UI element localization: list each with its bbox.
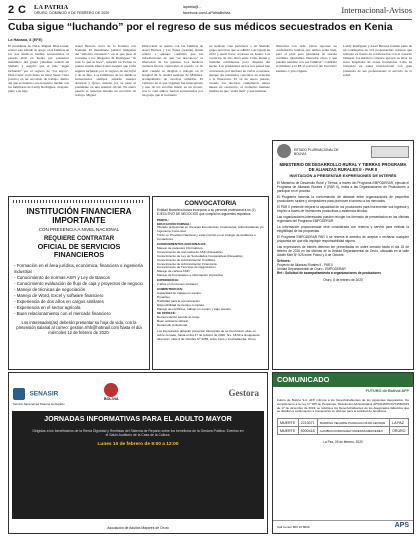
ad-position: OFICIAL DE SERVICIOS FINANCIEROS: [37, 242, 121, 260]
article-col-4: no keniano cree pertenece a Al Shabab, grupo terrorista que se adhirió a Al Qaeda en 2012 y suele hacer acciones en Kenia. Los contactos de alto nivel entre Cuba, Kenia y Somalia continuaron poco después del hecho. Los presidentes de los tres países han conversado por teléfono en varias ocasiones, aunque sin resultados concretos en relación a la liberación. El 12 de enero pasado, cuando los doctores cumplieron nueve meses en cautiverio, el Gobierno keniano insistió en que “están bien” y que intentan: [209, 44, 270, 94]
ad-requirement: - Formación en el área jurídica, económica, financiera o ingeniería industrial: [14, 263, 144, 275]
header-facebook: facebook.com/LaPatriaBolivia: [183, 11, 231, 15]
call-center: Call Center 800 10 8006: [277, 525, 310, 529]
institucion-ad: [8, 196, 150, 370]
mdryt-logo: [371, 146, 409, 158]
ad-requirement: - Conocimiento de normas ASFI y Ley de Bancos: [14, 275, 144, 281]
ministerio-signoff: Oruro, 8 de febrero de 2020: [323, 278, 363, 282]
senores-line: Unidad Departamental de Oruro - EMPODERAR: [277, 267, 346, 271]
ad-requires: REQUIERE CONTRATAR: [43, 236, 115, 242]
table-row: [278, 427, 409, 435]
convocatoria-title: CONVOCATORIA: [184, 200, 237, 207]
ministerio-ad: [272, 140, 414, 370]
competencias-title: COMPETENCIAS:: [157, 287, 183, 291]
perfil-title: PERFIL:: [157, 217, 170, 222]
page-header: [8, 4, 412, 20]
ad-requirement: - Experiencia en el sector agrícola: [14, 305, 144, 311]
article-col-2: Assel Herrera cerca de la frontera con Somalia. El mandatario publicó imágenes del “emotivo encuentro”, en el que puso al corriente a los allegados de Rodríguez “de todo lo que se hace”, informó en Twitter la prensa estatal. Díaz-Canel aseguró que Cuba seguirá luchando por el regreso de sus hijos y de su hijo. Los familiares de los médicos secuestrados siempre tendrán nuestra atención y apoyo, insistió por su parte el presidente en una reunión oficial. En enero pasado se tuvieron durante un recorrido de trabajo. Miguel: [75, 44, 136, 98]
conocimiento-item: Conocimiento de Ley de Sociedades Cooperativas (Deseable).: [157, 253, 244, 258]
jornadas-banner: [12, 411, 264, 519]
experiencia-item: 2 años en funciones similares.: [157, 282, 199, 287]
ministerio-title: MINISTERIO DE DESARROLLO RURAL Y TIERRAS PROGRAMA DE ALIANZAS RURALES II - PAR II: [279, 162, 407, 172]
ministerio-paragraph: El PAR II pretende mejorar la capacidad de los productores para incrementar sus ingresos y empleo a través de inversiones productivas y asistencia técnica.: [277, 205, 409, 213]
row-ciudad: LA PAZ: [390, 419, 409, 427]
convocatoria-cierre: Los interesados deberán presentar fotocopias de su Currículum vitae en sobre cerrado, hasta el día 17 de febrero de 2020, hrs. 18:00 a la siguiente dirección: calle 6 de Octubre Nº 4265, entre Caro y Cochabamba, Oruro.: [157, 329, 260, 341]
conocimiento-item: Conocimiento de Administración Crediticia.: [157, 257, 216, 262]
conocimiento-item: Conocimiento de normativa de ASFI (Deseable).: [157, 249, 224, 254]
experiencia-title: EXPERIENCIA:: [157, 278, 180, 283]
ministerio-body: [277, 181, 409, 282]
ofrece-item: Remuneración acorde al cargo.: [157, 315, 201, 320]
bolivia-label: BOLIVIA: [104, 397, 119, 401]
comunicado-text: Futuro de Bolivia S.A. AFP informa a los Derechohabientes de los siguientes Asegurados. De cumplimiento a la Ley N° 065 de Pensiones, Resolución Administrativa APS/DJ/DPC/N°1158/2019 de 17 de diciembre de 2019, se solicita a los Derechohabientes de los Asegurados fallecidos que se detallan a continuación a presentarse en oficinas para la solicitud de beneficios.: [277, 398, 409, 414]
bolivia-emblem-icon: [104, 383, 118, 397]
jornadas-text: Dirigidas a los beneficiarios de la Renta Dignidad y Rentistas del Sistema de Reparto sobre los beneficios de la Gestora Pública. Eventos en el Salón Auditorio de la Casa de la Cultura.: [32, 429, 244, 438]
gestora-name: Gestora: [228, 388, 259, 398]
estado-label: ESTADO PLURINACIONAL DE BOLIVIA: [294, 148, 339, 156]
convocatoria-intro: Entidad financiera busca incorporar a su personal profesional a un (1) EJECUTIVO DE NEGOCIOS que cumpla los siguientes requisitos:: [157, 208, 256, 216]
header-date: ORURO, DOMINGO 9 DE FEBRERO DE 2020: [34, 11, 110, 15]
bolivia-logo: [104, 383, 119, 401]
convocatoria-body: [157, 219, 264, 342]
comunicado-header: [273, 373, 413, 387]
ad-requirement: - Experiencia de dos años en cargos similares: [14, 299, 144, 305]
page-number: 2: [8, 4, 15, 16]
row-nombre: GAMBOA RODRIGUEZ NADESDA MERCEDES: [318, 427, 390, 435]
comunicado-footer: [273, 520, 413, 533]
gestora-logo: [229, 383, 260, 401]
competencia-item: Habilidad para la comunicación.: [157, 298, 201, 303]
row-ci: 4000418: [298, 427, 318, 435]
ministerio-paragraph: La información proporcionada será considerada con reserva y servirá para evaluar la elegibilidad de las propuestas.: [277, 225, 409, 233]
conocimiento-item: Conocimiento de Administración Financiera.: [157, 261, 218, 266]
bolivia-emblem-icon: [277, 144, 291, 158]
paper-name: LA PATRIA: [34, 4, 69, 11]
comunicado-title: COMUNICADO: [277, 375, 330, 384]
article-dateline: La Habana, 8 (EFE): [8, 38, 43, 42]
ad-requirement: - Manejo de técnicas de negociación: [14, 287, 144, 293]
ministerio-paragraph: El Programa EMPODERAR PAR II se reserva el derecho de aceptar o rechazar cualquier propuesta sin que ello implique responsabilidad alguna.: [277, 235, 409, 243]
comunicado-signoff: La Paz, 09 de febrero, 2020: [323, 440, 363, 445]
conocimiento-item: Conocimiento de Técnicas de Negociación.: [157, 265, 217, 270]
ad-contact: Los interesados(as) deberán presentar su hoja de vida, con la pretensión salarial al correo: gestion.rrhh@hotmail.com hasta el día miércoles 12 de febrero de 2020.: [16, 320, 142, 336]
row-ciudad: ORURO: [390, 427, 409, 435]
formacion-item: Título en Provisión Nacional y estar inscrito en el Colegio de Auditores o Contadores.: [157, 233, 256, 242]
ad-title: INSTITUCIÓN FINANCIERA IMPORTANTE: [26, 207, 132, 225]
row-ci: 2213071: [298, 419, 318, 427]
formacion-item: Titulado profesional en Ciencias Económicas, Financieras, Administrativas y/o Ingeniería Comercial.: [157, 225, 264, 234]
competencia-item: Manejo de conflictos, trabajo en equipo y bajo presión.: [157, 306, 232, 311]
article-col-6: Landy Rodríguez y Assel Herrera forman parte de un contingente de 101 profesionales cubanos que trabajan en Kenia en colaboración con el acuerdo bilateral, los médicos cubanos ejercen su labor en estos hospitales de zonas fronterizas. Cuba ha trabajado en salud internacional con gran presencia de sus profesionales al servicio de la salud.: [343, 44, 412, 77]
comunicado-ad: [272, 372, 414, 534]
senasir-ad: [8, 372, 268, 534]
senores-line: Proyecto de Alianzas Rurales II - PAR II: [277, 263, 334, 267]
article-col-5: liberarlos con vida. Otros reportes no confirmados indican que ambos estén bien, pero el plan para garantizar su rescate continúa. Quedamos liberarlos vivos y que puedan reunirse con sus familias”, confirmó el ministro a la PE el portavoz del Ejecutivo keniano, Cyrus Oguna.: [276, 44, 337, 73]
senasir-subtitle: Servicio Nacional del Sistema de Reparto: [13, 402, 65, 406]
senasir-footer: Asociación de Adultos Mayores de Oruro: [107, 526, 169, 530]
table-row: [278, 419, 409, 427]
ofrece-item: Desarrollo profesional.: [157, 323, 188, 328]
senores-line: Ref.: Solicitud de acompañamiento a organizaciones de productores: [277, 271, 381, 275]
ad-requirement: - Manejo de Word, Excel y software financiero: [14, 293, 144, 299]
ad-top-border: [13, 200, 145, 203]
ad-requirements-list: [14, 263, 144, 317]
jornadas-date: Lunes 10 de febrero de 9:00 a 12:00: [97, 441, 179, 447]
senasir-logo: [13, 385, 73, 406]
ofrece-item: Buen ambiente laboral.: [157, 319, 189, 324]
formacion-title: EDUCACIÓN FORMAL:: [157, 221, 191, 226]
article-col-1: El presidente de Cuba, Miguel Díaz-Canel, reiteró este sábado su apoyo a las familias de los dos médicos isleños secuestrados el pasado abril en Kenia por presuntos miembros del grupo yihadista somalí Al Shabab, y aseguró que el país “sigue luchando” por el regreso de “los suyos”. Díaz-Canel viajó hasta su natal Santa Clara (centro) en un recorrido de trabajo, dentro del que se mantuvo un encuentro inédito con los familiares de Landy Rodríguez, cirujano, junto a su hijo,: [8, 44, 69, 94]
conocimientos-title: CONOCIMIENTOS ADICIONALES:: [157, 242, 207, 247]
ministerio-invitation: INVITACIÓN A PRESENTAR EXPRESIONES DE INTERÉS: [289, 173, 397, 178]
row-tipo: MUERTE: [278, 427, 299, 435]
article-headline: Cuba sigue “luchando” por el regreso de sus médicos secuestrados en Kenia: [8, 22, 393, 33]
competencia-item: Proactivo.: [157, 294, 171, 299]
conocimiento-item: Manejo de cartera ASFI.: [157, 269, 191, 274]
futuro-logo: FUTURO de Bolivia AFP: [365, 389, 409, 393]
senasir-name: SENASIR: [29, 390, 59, 398]
ministerio-logos: [277, 144, 409, 160]
ministerio-paragraph: Las organizaciones interesadas pueden recoger los formatos de presentación en las oficinas regionales del Programa EMPODERAR.: [277, 215, 409, 223]
comunicado-table: [277, 418, 409, 435]
ad-requirement: - Buen relacionamiento con el mercado financiero: [14, 311, 144, 317]
convocatoria-ad: [152, 196, 269, 370]
aps-logo: APS: [394, 522, 409, 529]
ministerio-paragraph: El Programa fomenta la conformación de alianzas entre organizaciones de pequeños productores rurales y compradores para promover el acceso a los mercados.: [277, 195, 409, 203]
ad-requirement: - Conocimiento evaluación de flujo de caja y proyectos de negocio: [14, 281, 144, 287]
article-col-3: Díaz-Canel se reunió con las familias de Assel Herrera y Las Tunas (oriente) donde reiteró a quienes confirmó que las informaciones de que “se desconoce” la liberación de los galenos. Los médicos cubanos fueron capturados el pasado 12 de abril cuando se dirigían a trabajar en el hospital de la ciudad keniana de Mandera, acompañados de escoltas armados. El vehículo en el que viajaban fue interceptado y uno de los escoltas murió en un tiroteo, tras lo cual ambos fueron secuestrados por un grupo que el Gobierno: [142, 44, 203, 98]
jornadas-title: JORNADAS INFORMATIVAS PARA EL ADULTO MAYOR: [44, 414, 232, 423]
conocimiento-item: Manejo de paquetes informáticos.: [157, 245, 204, 250]
row-nombre: BARRIGA VELARDE PANIAGUA DILMA LEONOR: [318, 419, 390, 427]
ministerio-paragraph: El Ministerio de Desarrollo Rural y Tierras, a través del Programa EMPODERAR, ejecuta el Programa de Alianzas Rurales II (PAR II), invita a las Organizaciones de Productores a participar en el proceso.: [277, 181, 409, 193]
senores-label: Señores:: [277, 259, 291, 263]
ministerio-paragraph: Las expresiones de interés deberán ser presentadas en sobre cerrado hasta el día 18 de febrero de 2020 en las oficinas de la Unidad Departamental de Oruro, ubicadas en la calle Adolfo Mier Nº 525 entre Potosí y 6 de Octubre.: [277, 245, 409, 257]
competencia-item: Capacidad de trabajo en equipo.: [157, 290, 202, 295]
section-letter: C: [18, 4, 26, 16]
ad-subtitle: CON PRESENCIA A NIVEL NACIONAL: [38, 227, 120, 232]
ofrece-title: SE OFRECE:: [157, 311, 176, 316]
header-email: lapatria@...: [183, 5, 202, 9]
row-tipo: MUERTE: [278, 419, 299, 427]
conocimiento-item: Manejo de Formularios e información impositiva.: [157, 273, 224, 278]
section-title: Internacional-Avisos: [341, 5, 412, 15]
competencia-item: Disponibilidad de tiempo completo.: [157, 302, 205, 307]
senasir-shield-icon: [13, 388, 25, 400]
